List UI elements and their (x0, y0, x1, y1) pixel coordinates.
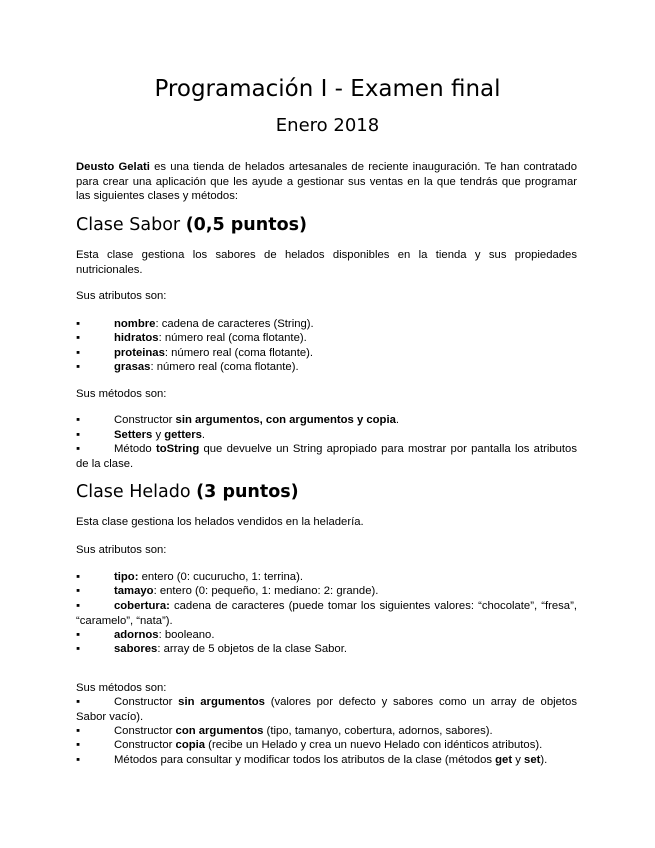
attr-name: hidratos (114, 332, 159, 344)
attr-desc: : número real (coma flotante). (150, 361, 299, 373)
method-mid: y (152, 429, 165, 441)
intro-bold: Deusto Gelati (76, 161, 150, 173)
bullet-icon: ▪ (76, 429, 81, 441)
bullet-icon: ▪ (76, 361, 81, 373)
attr-name: tipo: (114, 571, 139, 583)
method-bold: get (495, 754, 513, 766)
attr-desc: : número real (coma flotante). (158, 332, 307, 344)
intro-paragraph (76, 160, 577, 204)
method-pre: Constructor (114, 725, 176, 737)
attr-desc: : array de 5 objetos de la clase Sabor. (157, 643, 347, 655)
list-item (76, 599, 577, 628)
list-item (76, 584, 577, 599)
bullet-icon: ▪ (76, 585, 81, 597)
attr-desc: : cadena de caracteres (String). (155, 318, 314, 330)
list-item (76, 413, 577, 428)
method-mid: y (512, 754, 525, 766)
attr-name: sabores (114, 643, 158, 655)
attr-name: grasas (114, 361, 151, 373)
method-post: ). (540, 754, 548, 766)
attr-name: cobertura: (114, 600, 170, 612)
list-item (76, 570, 577, 585)
method-bold: con argumentos (175, 725, 264, 737)
sabor-attrs-label: Sus atributos son: (76, 290, 167, 302)
attr-name: nombre (114, 318, 156, 330)
method-post: que devuelve un String apropiado para mostrar por pantalla los atributos de la clase. (76, 443, 577, 470)
helado-methods-label: Sus métodos son: (76, 682, 167, 694)
bullet-icon: ▪ (76, 725, 81, 737)
sabor-methods-label: Sus métodos son: (76, 388, 167, 400)
bullet-icon: ▪ (76, 696, 81, 708)
method-bold: sin argumentos, con argumentos y copia (175, 414, 396, 426)
list-item (76, 442, 577, 471)
helado-description: Esta clase gestiona los helados vendidos en la heladería. (76, 516, 364, 528)
method-pre: Métodos para consultar y modificar todos los atributos de la clase (métodos (114, 754, 496, 766)
method-post: . (201, 429, 206, 441)
bullet-icon: ▪ (76, 754, 81, 766)
bullet-icon: ▪ (76, 332, 81, 344)
attr-name: tamayo (114, 585, 154, 597)
attr-desc: : número real (coma flotante). (164, 347, 314, 359)
list-item (76, 317, 577, 332)
list-item (76, 695, 577, 724)
list-item (76, 724, 577, 739)
method-bold2: set (524, 754, 541, 766)
heading-points: (0,5 puntos) (185, 215, 308, 235)
attr-desc: cadena de caracteres (puede tomar los siguientes valores: “chocolate”, “fresa”, “caramelo”, “nata”). (76, 600, 577, 627)
list-item (76, 642, 577, 657)
attr-desc: : entero (0: pequeño, 1: mediano: 2: grande). (153, 585, 379, 597)
list-item (76, 360, 577, 375)
attr-name: adornos (114, 629, 159, 641)
bullet-icon: ▪ (76, 347, 81, 359)
section-heading-sabor (76, 214, 307, 236)
method-pre: Constructor (114, 739, 176, 751)
heading-text: Clase Helado (76, 482, 191, 502)
method-pre: Constructor (114, 696, 179, 708)
method-bold: Setters (114, 429, 153, 441)
list-item (76, 738, 577, 753)
bullet-icon: ▪ (76, 318, 81, 330)
method-post: . (395, 414, 400, 426)
attr-desc: : booleano. (158, 629, 215, 641)
list-item (76, 628, 577, 643)
attr-desc: entero (0: cucurucho, 1: terrina). (138, 571, 303, 583)
method-bold2: getters (164, 429, 202, 441)
bullet-icon: ▪ (76, 571, 81, 583)
bullet-icon: ▪ (76, 643, 81, 655)
bullet-icon: ▪ (76, 414, 81, 426)
method-bold: copia (175, 739, 206, 751)
method-pre: Constructor (114, 414, 176, 426)
list-item (76, 346, 577, 361)
method-pre: Método (114, 443, 156, 455)
method-post: (valores por defecto y sabores como un array de objetos Sabor vacío). (76, 696, 577, 723)
list-item (76, 753, 577, 768)
heading-text: Clase Sabor (76, 215, 181, 235)
heading-points: (3 puntos) (196, 482, 299, 502)
helado-attrs-label: Sus atributos son: (76, 544, 167, 556)
section-heading-helado (76, 481, 299, 503)
page-title: Programación I - Examen final (154, 76, 501, 102)
bullet-icon: ▪ (76, 629, 81, 641)
intro-text: es una tienda de helados artesanales de reciente inauguración. Te han contratado para crear una aplicación que les ayude a gestionar sus ventas en la que tendrás que programar las siguientes clases y métodos: (76, 161, 577, 202)
method-post: (tipo, tamanyo, cobertura, adornos, sabores). (263, 725, 493, 737)
bullet-icon: ▪ (76, 443, 81, 455)
bullet-icon: ▪ (76, 600, 81, 612)
method-bold: toString (155, 443, 200, 455)
sabor-description: Esta clase gestiona los sabores de helados disponibles en la tienda y sus propiedades nutricionales. (76, 249, 577, 276)
list-item (76, 428, 577, 443)
method-bold: sin argumentos (178, 696, 265, 708)
list-item (76, 331, 577, 346)
method-post: (recibe un Helado y crea un nuevo Helado con idénticos atributos). (205, 739, 543, 751)
bullet-icon: ▪ (76, 739, 81, 751)
attr-name: proteinas (114, 347, 165, 359)
page-subtitle: Enero 2018 (275, 115, 380, 136)
